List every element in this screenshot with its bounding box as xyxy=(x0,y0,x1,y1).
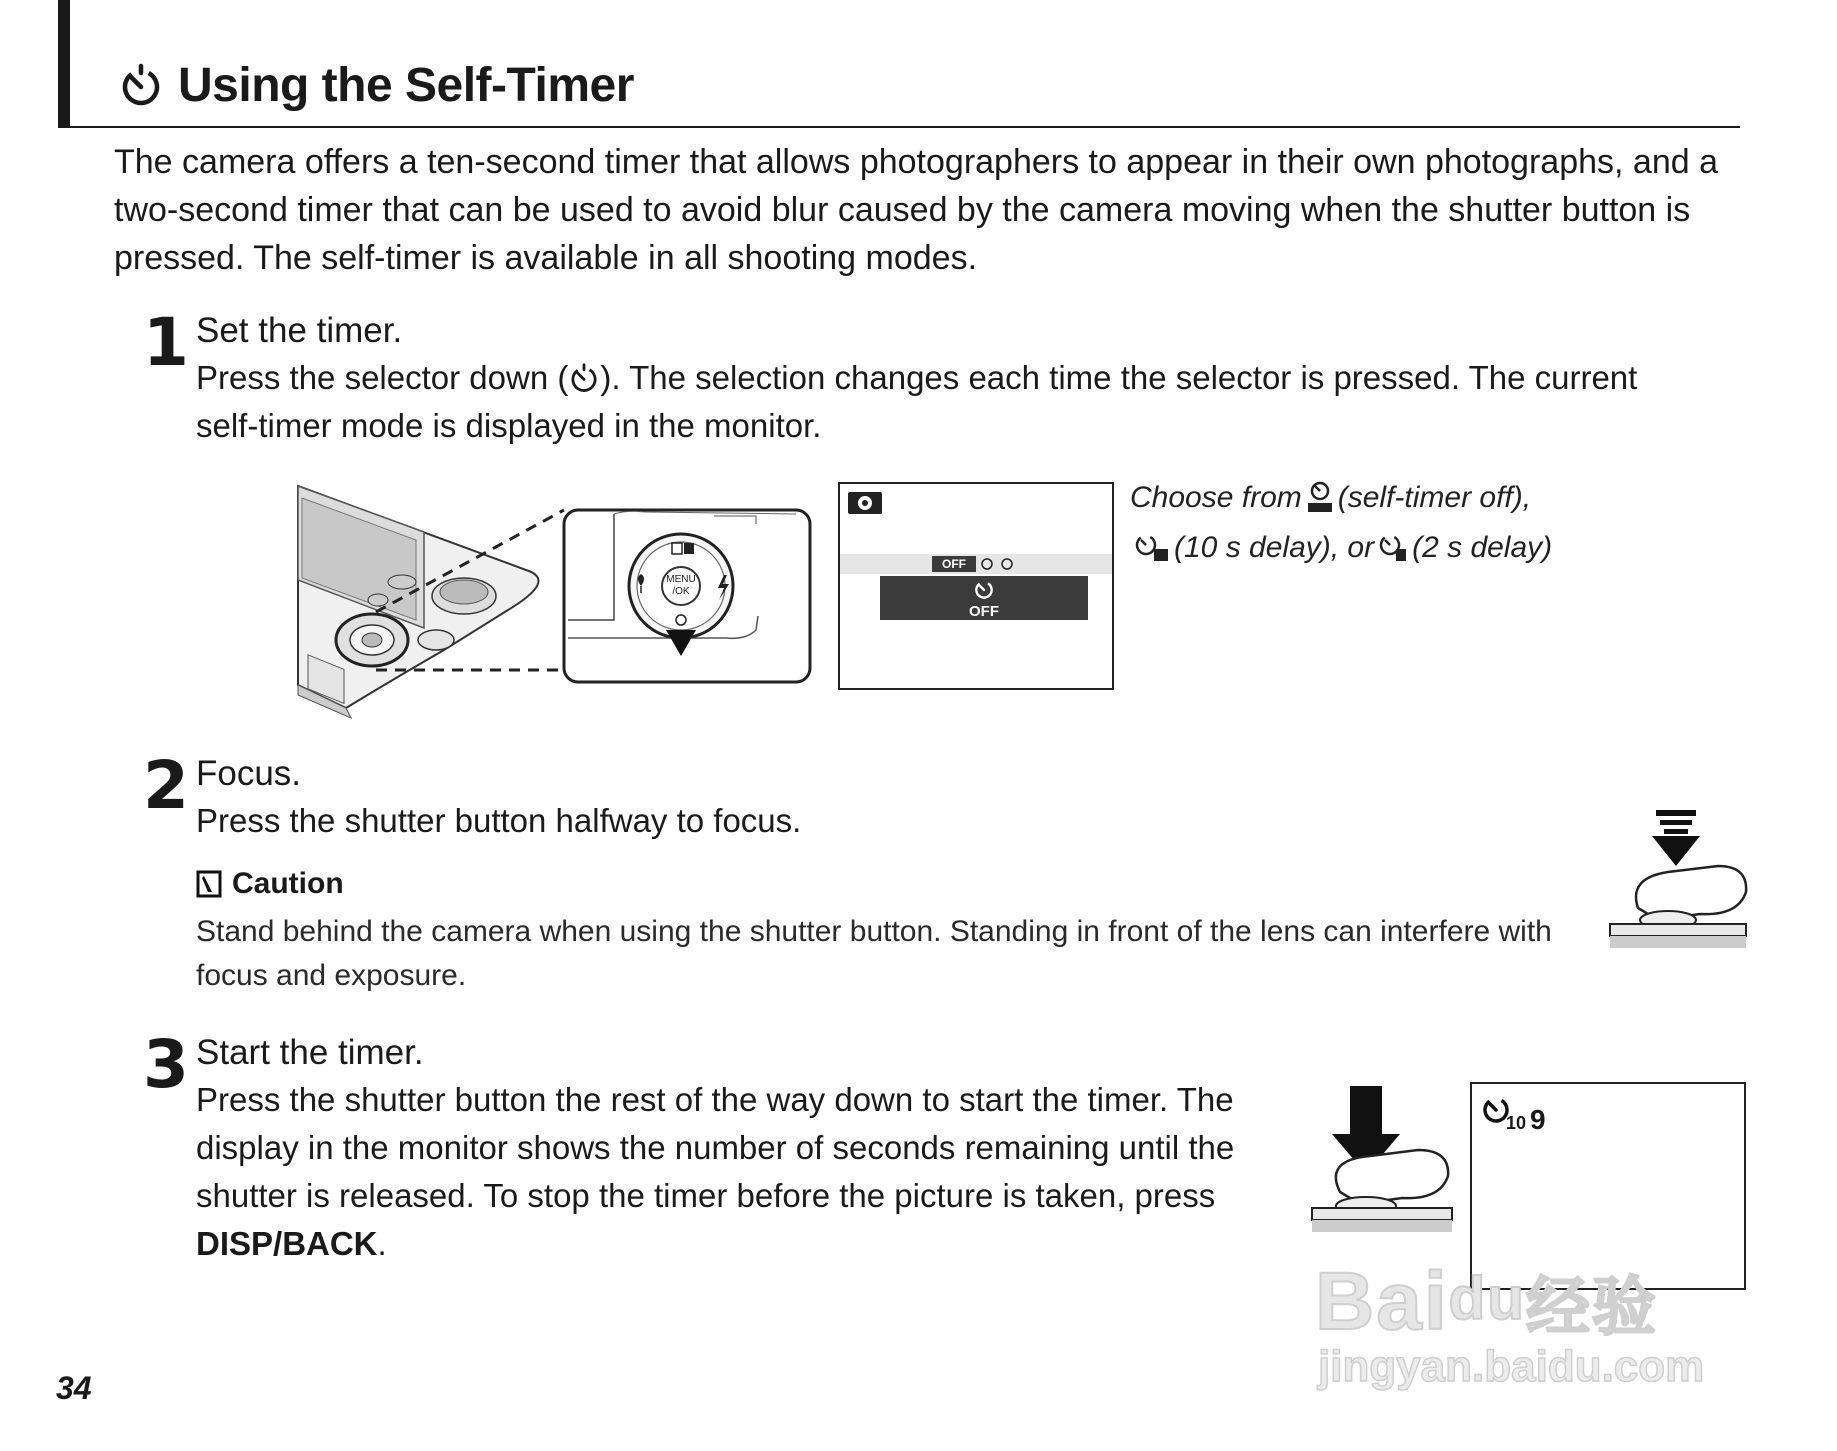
timer-options-bar xyxy=(840,554,1112,574)
option-off-label: OFF xyxy=(942,557,966,571)
watermark-brand: Bai xyxy=(1315,1256,1449,1347)
self-timer-10s-icon xyxy=(1134,531,1170,563)
menu-ok-line2: /OK xyxy=(672,586,690,597)
step-1-body xyxy=(196,354,1686,450)
caution-body: Stand behind the camera when using the shutter button. Standing in front of the lens can interfere with focus and exposure. xyxy=(196,915,1552,992)
step-2-body: Press the shutter button halfway to focus. xyxy=(196,802,802,839)
self-timer-icon xyxy=(568,362,600,394)
caution-heading xyxy=(196,862,344,906)
disp-back-button-label: DISP/BACK xyxy=(196,1225,378,1262)
caption-part-1: Choose from xyxy=(1130,481,1302,514)
title-rule xyxy=(58,126,1740,128)
step-3-body-end: . xyxy=(377,1225,387,1262)
self-timer-2s-icon xyxy=(1378,531,1408,563)
caption-part-4: (2 s delay) xyxy=(1412,531,1553,564)
intro-paragraph: The camera offers a ten-second timer that allows photographers to appear in their own photographs, and a two-second timer that can be used to avoid blur caused by the camera moving when the shutter button is pressed. The self-timer is available in all shooting modes. xyxy=(114,143,1718,277)
camera-illustration xyxy=(296,480,822,720)
caption-part-3: (10 s delay), or xyxy=(1174,531,1375,564)
timer-options-caption xyxy=(1130,476,1590,576)
timer-10s-2s-icons xyxy=(980,557,1020,571)
section-bar xyxy=(58,0,70,128)
self-timer-icon xyxy=(973,578,995,600)
self-timer-icon xyxy=(118,62,164,108)
step-2-number: 2 xyxy=(143,747,187,824)
step-3-heading: Start the timer. xyxy=(196,1033,424,1072)
caution-icon xyxy=(196,870,222,898)
monitor-display-self-timer-menu xyxy=(838,482,1114,690)
watermark-logo xyxy=(1315,1255,1745,1349)
step-3-number: 3 xyxy=(143,1026,187,1103)
page-title-text: Using the Self-Timer xyxy=(178,58,634,112)
selected-timer-option xyxy=(880,576,1088,620)
shutter-full-press-illustration xyxy=(1310,1084,1454,1236)
step-3-body xyxy=(196,1076,1296,1268)
step-1-number: 1 xyxy=(143,304,187,381)
caution-heading-text: Caution xyxy=(232,867,344,900)
camera-mode-icon xyxy=(848,492,882,514)
step-1-heading: Set the timer. xyxy=(196,311,403,350)
countdown-seconds: 9 xyxy=(1530,1104,1546,1135)
watermark-url: jingyan.baidu.com xyxy=(1318,1342,1705,1391)
shutter-half-press-illustration xyxy=(1608,808,1748,956)
option-off-highlight xyxy=(932,556,976,572)
watermark-cn: 经验 xyxy=(1525,1271,1658,1345)
page-title xyxy=(118,50,634,120)
step-1-body-a: Press the selector down ( xyxy=(196,359,569,396)
menu-ok-line1: MENU xyxy=(666,574,696,585)
page-number: 34 xyxy=(56,1370,92,1406)
self-timer-off-icon xyxy=(1306,481,1334,513)
step-3-body-text: Press the shutter button the rest of the way down to start the timer. The display in the monitor shows the number of seconds remaining until the shutter is released. To stop the timer before the picture is taken, press xyxy=(196,1081,1235,1214)
step-1-body-b: ). The selection changes each time the selector is pressed. The current self-timer mode is displayed in the monitor. xyxy=(196,359,1638,444)
selected-option-label: OFF xyxy=(969,603,999,620)
caption-part-2: (self-timer off), xyxy=(1337,481,1532,514)
step-2-heading: Focus. xyxy=(196,754,302,793)
watermark-du: du xyxy=(1448,1265,1526,1332)
timer-sub-label: 10 xyxy=(1506,1113,1527,1133)
